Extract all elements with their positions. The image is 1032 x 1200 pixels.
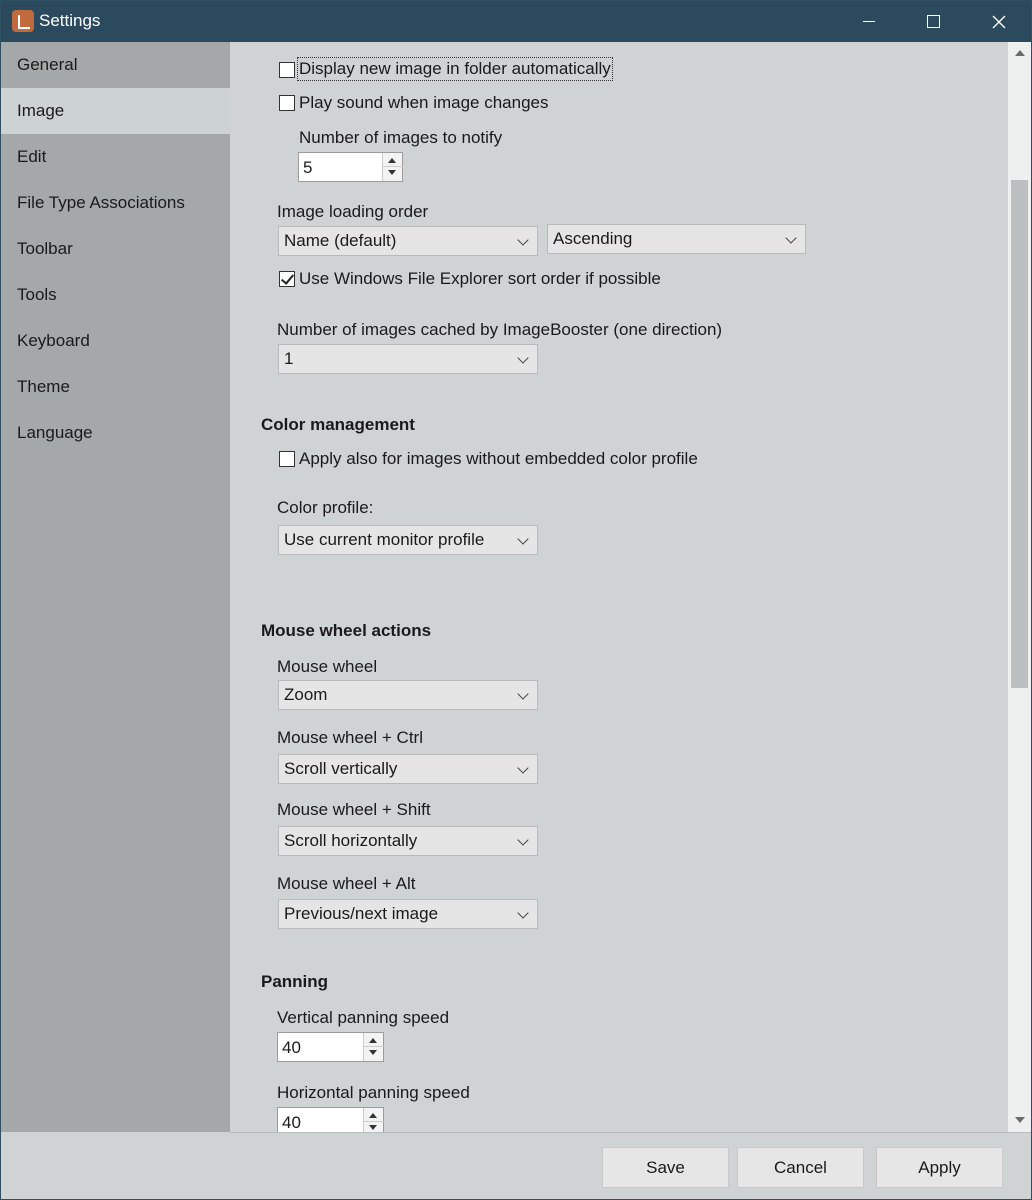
mouse-wheel-select[interactable]	[278, 680, 538, 710]
chevron-down-icon	[785, 232, 796, 243]
mouse-wheel-label: Mouse wheel	[277, 657, 378, 676]
vertical-panning-stepper-buttons[interactable]	[363, 1033, 383, 1061]
close-icon	[992, 15, 1006, 29]
use-explorer-sort-checkbox[interactable]	[279, 271, 295, 287]
horizontal-panning-label: Horizontal panning speed	[277, 1083, 470, 1102]
apply-without-profile-label[interactable]: Apply also for images without embedded color profile	[299, 449, 698, 468]
mouse-wheel-alt-select[interactable]	[278, 899, 538, 929]
title-bar	[1, 1, 1031, 42]
sidebar-item-language[interactable]: Language	[17, 423, 93, 442]
cancel-button[interactable]: Cancel	[737, 1147, 864, 1188]
vertical-panning-stepper[interactable]	[277, 1032, 384, 1062]
app-logo-icon	[12, 10, 34, 32]
notify-count-stepper[interactable]	[298, 152, 403, 182]
settings-content	[230, 42, 1008, 1132]
cache-count-label: Number of images cached by ImageBooster (one direction)	[277, 320, 723, 339]
mouse-wheel-shift-label: Mouse wheel + Shift	[277, 800, 431, 819]
color-profile-select[interactable]	[278, 525, 538, 555]
vertical-panning-value[interactable]: 40	[282, 1038, 301, 1057]
mouse-wheel-ctrl-label: Mouse wheel + Ctrl	[277, 728, 423, 747]
settings-sidebar	[1, 42, 230, 1132]
cache-count-select[interactable]	[278, 344, 538, 374]
sidebar-item-toolbar[interactable]: Toolbar	[17, 239, 73, 258]
horizontal-panning-stepper-buttons[interactable]	[363, 1108, 383, 1132]
notify-count-value[interactable]: 5	[303, 158, 313, 177]
dialog-footer	[230, 1132, 1031, 1199]
chevron-down-icon	[517, 688, 528, 699]
scroll-up-icon[interactable]	[1015, 50, 1025, 56]
stepper-up-icon[interactable]	[369, 1113, 377, 1118]
sidebar-item-theme[interactable]: Theme	[17, 377, 70, 396]
color-profile-value: Use current monitor profile	[284, 530, 485, 549]
notify-count-stepper-buttons[interactable]	[382, 153, 402, 181]
mouse-wheel-shift-select[interactable]	[278, 826, 538, 856]
window-title: Settings	[39, 11, 101, 30]
apply-without-profile-checkbox[interactable]	[279, 451, 295, 467]
stepper-down-icon[interactable]	[388, 170, 396, 175]
stepper-up-icon[interactable]	[369, 1038, 377, 1043]
close-button[interactable]	[967, 1, 1031, 42]
loading-order-direction-value: Ascending	[553, 229, 633, 248]
mouse-wheel-ctrl-value: Scroll vertically	[284, 759, 398, 778]
sidebar-item-general[interactable]: General	[17, 55, 78, 74]
cache-count-value: 1	[284, 349, 294, 368]
horizontal-panning-value[interactable]: 40	[282, 1113, 301, 1132]
chevron-down-icon	[517, 533, 528, 544]
maximize-button[interactable]	[901, 1, 965, 42]
panning-heading: Panning	[261, 972, 329, 991]
sidebar-item-tools[interactable]: Tools	[17, 285, 57, 304]
chevron-down-icon	[517, 762, 528, 773]
color-profile-label: Color profile:	[277, 498, 374, 517]
chevron-down-icon	[517, 234, 528, 245]
stepper-divider	[364, 1121, 384, 1122]
stepper-down-icon[interactable]	[369, 1050, 377, 1055]
chevron-down-icon	[517, 834, 528, 845]
loading-order-value: Name (default)	[284, 231, 397, 250]
mouse-wheel-value: Zoom	[284, 685, 328, 704]
sidebar-item-file-type-associations[interactable]: File Type Associations	[17, 193, 185, 212]
use-explorer-sort-label[interactable]: Use Windows File Explorer sort order if possible	[299, 269, 661, 288]
horizontal-panning-stepper[interactable]	[277, 1107, 384, 1132]
loading-order-select[interactable]	[278, 226, 538, 256]
loading-order-direction-select[interactable]	[547, 224, 806, 254]
mouse-wheel-ctrl-select[interactable]	[278, 754, 538, 784]
mouse-wheel-shift-value: Scroll horizontally	[284, 831, 418, 850]
color-management-heading: Color management	[261, 415, 415, 434]
scroll-down-icon[interactable]	[1015, 1117, 1025, 1123]
save-button[interactable]: Save	[602, 1147, 729, 1188]
apply-button[interactable]: Apply	[876, 1147, 1003, 1188]
stepper-divider	[364, 1046, 384, 1047]
notify-count-label: Number of images to notify	[299, 128, 503, 147]
play-sound-label[interactable]: Play sound when image changes	[299, 93, 549, 112]
sidebar-item-image[interactable]: Image	[1, 88, 230, 134]
play-sound-checkbox[interactable]	[279, 95, 295, 111]
chevron-down-icon	[517, 907, 528, 918]
loading-order-label: Image loading order	[277, 202, 429, 221]
sidebar-item-keyboard[interactable]: Keyboard	[17, 331, 90, 350]
mouse-wheel-heading: Mouse wheel actions	[261, 621, 432, 640]
chevron-down-icon	[517, 352, 528, 363]
stepper-up-icon[interactable]	[388, 158, 396, 163]
mouse-wheel-alt-value: Previous/next image	[284, 904, 439, 923]
content-scrollbar[interactable]	[1008, 42, 1031, 1132]
display-new-image-label[interactable]: Display new image in folder automatically	[299, 59, 611, 78]
vertical-panning-label: Vertical panning speed	[277, 1008, 450, 1027]
sidebar-item-edit[interactable]: Edit	[17, 147, 47, 166]
mouse-wheel-alt-label: Mouse wheel + Alt	[277, 874, 416, 893]
minimize-button[interactable]	[837, 1, 901, 42]
stepper-divider	[383, 166, 403, 167]
scrollbar-thumb[interactable]	[1011, 180, 1028, 688]
display-new-image-checkbox[interactable]	[279, 62, 295, 78]
stepper-down-icon[interactable]	[369, 1125, 377, 1130]
